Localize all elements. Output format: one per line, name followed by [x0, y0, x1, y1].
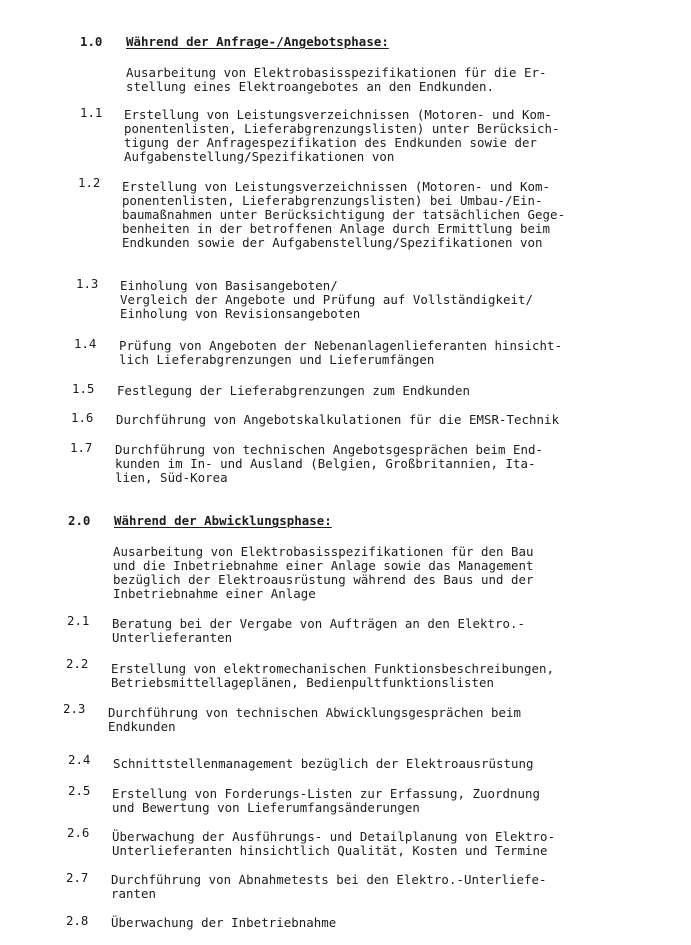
item-text-line: ponentenlisten, Lieferabgrenzungslisten) bei Umbau-/Ein- — [122, 193, 543, 208]
section-intro-line: Inbetriebnahme einer Anlage — [113, 586, 316, 601]
item-text-line: Durchführung von technischen Abwicklungsgesprächen beim — [108, 705, 522, 720]
section-number: 1.0 — [80, 34, 103, 49]
item-text-line: Erstellung von elektromechanischen Funktionsbeschreibungen, — [111, 661, 555, 676]
item-number: 2.3 — [63, 701, 86, 716]
item-text-line: Überwachung der Inbetriebnahme — [111, 915, 337, 930]
item-text-line: Beratung bei der Vergabe von Aufträgen an den Elektro.- — [112, 616, 526, 631]
section-heading: Während der Anfrage-/Angebotsphase: — [126, 34, 389, 49]
item-text-line: benheiten in der betroffenen Anlage durch Ermittlung beim — [122, 221, 551, 236]
item-text-line: Festlegung der Lieferabgrenzungen zum Endkunden — [117, 383, 470, 398]
item-number: 2.7 — [66, 870, 89, 885]
item-number: 1.7 — [70, 440, 93, 455]
item-text-line: und Bewertung von Lieferumfangsänderungen — [112, 800, 420, 815]
item-text-line: ranten — [111, 886, 157, 901]
item-text-line: Einholung von Revisionsangeboten — [120, 306, 361, 321]
item-text-line: Aufgabenstellung/Spezifikationen von — [124, 149, 395, 164]
item-text-line: Vergleich der Angebote und Prüfung auf Vollständigkeit/ — [120, 292, 534, 307]
item-text-line: Prüfung von Angeboten der Nebenanlagenlieferanten hinsicht- — [119, 338, 563, 353]
item-text-line: Schnittstellenmanagement bezüglich der Elektroausrüstung — [113, 756, 534, 771]
section-intro-line: Ausarbeitung von Elektrobasisspezifikationen für den Bau — [113, 544, 534, 559]
item-text-line: ponentenlisten, Lieferabgrenzungslisten) unter Berücksich- — [124, 121, 560, 136]
item-text-line: Erstellung von Forderungs-Listen zur Erfassung, Zuordnung — [112, 786, 541, 801]
item-text-line: Unterlieferanten — [112, 630, 233, 645]
item-number: 2.5 — [68, 783, 91, 798]
item-text-line: Erstellung von Leistungsverzeichnissen (Motoren- und Kom- — [122, 179, 551, 194]
item-text-line: baumaßnahmen unter Berücksichtigung der tatsächlichen Gege- — [122, 207, 566, 222]
item-number: 1.6 — [71, 410, 94, 425]
item-number: 2.2 — [66, 656, 89, 671]
item-text-line: Überwachung der Ausführungs- und Detailplanung von Elektro- — [112, 829, 556, 844]
item-text-line: Endkunden sowie der Aufgabenstellung/Spezifikationen von — [122, 235, 543, 250]
item-number: 2.6 — [67, 825, 90, 840]
item-text-line: Betriebsmittellageplänen, Bedienpultfunktionslisten — [111, 675, 494, 690]
section-intro-line: und die Inbetriebnahme einer Anlage sowie das Management — [113, 558, 534, 573]
item-text-line: Erstellung von Leistungsverzeichnissen (Motoren- und Kom- — [124, 107, 553, 122]
item-number: 2.1 — [67, 613, 90, 628]
item-text-line: Unterlieferanten hinsichtlich Qualität, Kosten und Termine — [112, 843, 548, 858]
item-number: 2.8 — [66, 913, 89, 928]
item-text-line: Durchführung von Abnahmetests bei den Elektro.-Unterliefe- — [111, 872, 547, 887]
item-text-line: Durchführung von Angebotskalkulationen für die EMSR-Technik — [116, 412, 560, 427]
item-text-line: kunden im In- und Ausland (Belgien, Großbritannien, Ita- — [115, 456, 536, 471]
item-number: 1.1 — [80, 105, 103, 120]
item-number: 2.4 — [68, 752, 91, 767]
item-number: 1.2 — [78, 175, 101, 190]
item-text-line: lien, Süd-Korea — [115, 470, 228, 485]
item-number: 1.3 — [76, 276, 99, 291]
item-number: 1.4 — [74, 336, 97, 351]
section-intro-line: Ausarbeitung von Elektrobasisspezifikationen für die Er- — [126, 65, 547, 80]
item-text-line: lich Lieferabgrenzungen und Lieferumfängen — [119, 352, 435, 367]
section-number: 2.0 — [68, 513, 91, 528]
item-text-line: Endkunden — [108, 719, 176, 734]
item-text-line: tigung der Anfragespezifikation des Endkunden sowie der — [124, 135, 538, 150]
item-number: 1.5 — [72, 381, 95, 396]
item-text-line: Einholung von Basisangeboten/ — [120, 278, 338, 293]
section-intro-line: stellung eines Elektroangebotes an den Endkunden. — [126, 79, 494, 94]
item-text-line: Durchführung von technischen Angebotsgesprächen beim End- — [115, 442, 544, 457]
section-intro-line: bezüglich der Elektroausrüstung während des Baus und der — [113, 572, 534, 587]
section-heading: Während der Abwicklungsphase: — [114, 513, 332, 528]
